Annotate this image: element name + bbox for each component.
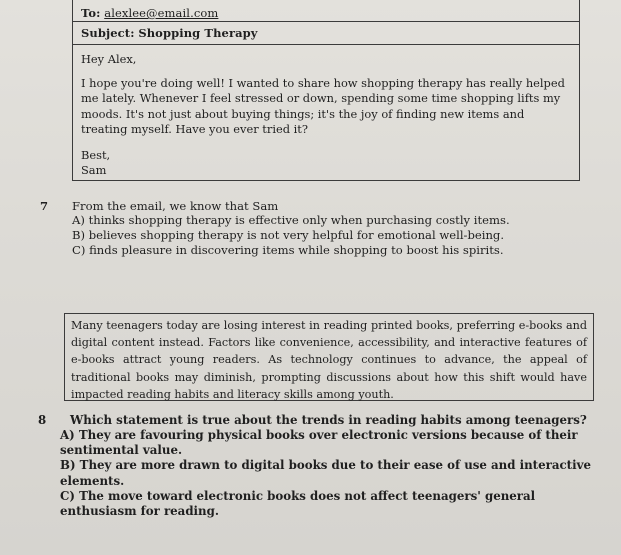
- email-to-address: alexlee@email.com: [104, 6, 219, 20]
- question-stem-emphasis: true: [202, 413, 230, 427]
- question-stem-part: Which statement is: [70, 413, 203, 427]
- question-stem: From the email, we know that Sam: [72, 199, 279, 213]
- question-number: 8: [38, 413, 47, 427]
- email-body: [81, 52, 571, 178]
- answer-option-c[interactable]: C) finds pleasure in discovering items while shopping to boost his spirits.: [72, 243, 504, 257]
- answer-option-a[interactable]: A) thinks shopping therapy is effective only when purchasing costly items.: [72, 213, 510, 227]
- question-stem: [70, 413, 590, 428]
- answer-option-c[interactable]: C) The move toward electronic books does not affect teenagers' general enthusiasm for reading.: [60, 488, 536, 519]
- email-subject-value: Shopping Therapy: [138, 26, 258, 40]
- email-divider: [73, 44, 579, 45]
- email-greeting: Hey Alex,: [81, 52, 137, 66]
- answer-options: [72, 213, 592, 258]
- email-closing: Best,: [81, 147, 111, 162]
- email-signature: Sam: [81, 162, 107, 177]
- email-subject-label: Subject:: [81, 26, 135, 40]
- email-box: [72, 0, 580, 181]
- answer-options: [60, 428, 608, 519]
- email-to-label: To:: [81, 6, 101, 20]
- email-to-row: [73, 6, 579, 20]
- answer-option-b[interactable]: B) believes shopping therapy is not very helpful for emotional well-being.: [72, 228, 505, 242]
- question-number: 7: [40, 199, 49, 213]
- email-paragraph: I hope you're doing well! I wanted to share how shopping therapy has really helped me lately. Whenever I feel stressed or down, spending some time shopping lifts my moods. It's not just about buying things; it's the joy of finding new items and treating myself. Have you ever tried it?: [81, 75, 565, 136]
- answer-option-b[interactable]: B) They are more drawn to digital books due to their ease of use and interactive elements.: [60, 458, 591, 488]
- email-divider: [73, 21, 579, 22]
- reading-passage: Many teenagers today are losing interest in reading printed books, preferring e-books and digital content instead. Factors like convenience, accessibility, and interactive features of e-books attract young readers. As technology continues to advance, the appeal of traditional books may diminish, prompting discussions about how this shift would have impacted reading habits and literacy skills among youth.: [64, 313, 594, 401]
- answer-option-a[interactable]: A) They are favouring physical books over electronic versions because of their sentimental value.: [60, 428, 578, 458]
- email-subject-row: [73, 26, 579, 40]
- question-stem-part: about the trends in reading habits among teenagers?: [229, 413, 587, 427]
